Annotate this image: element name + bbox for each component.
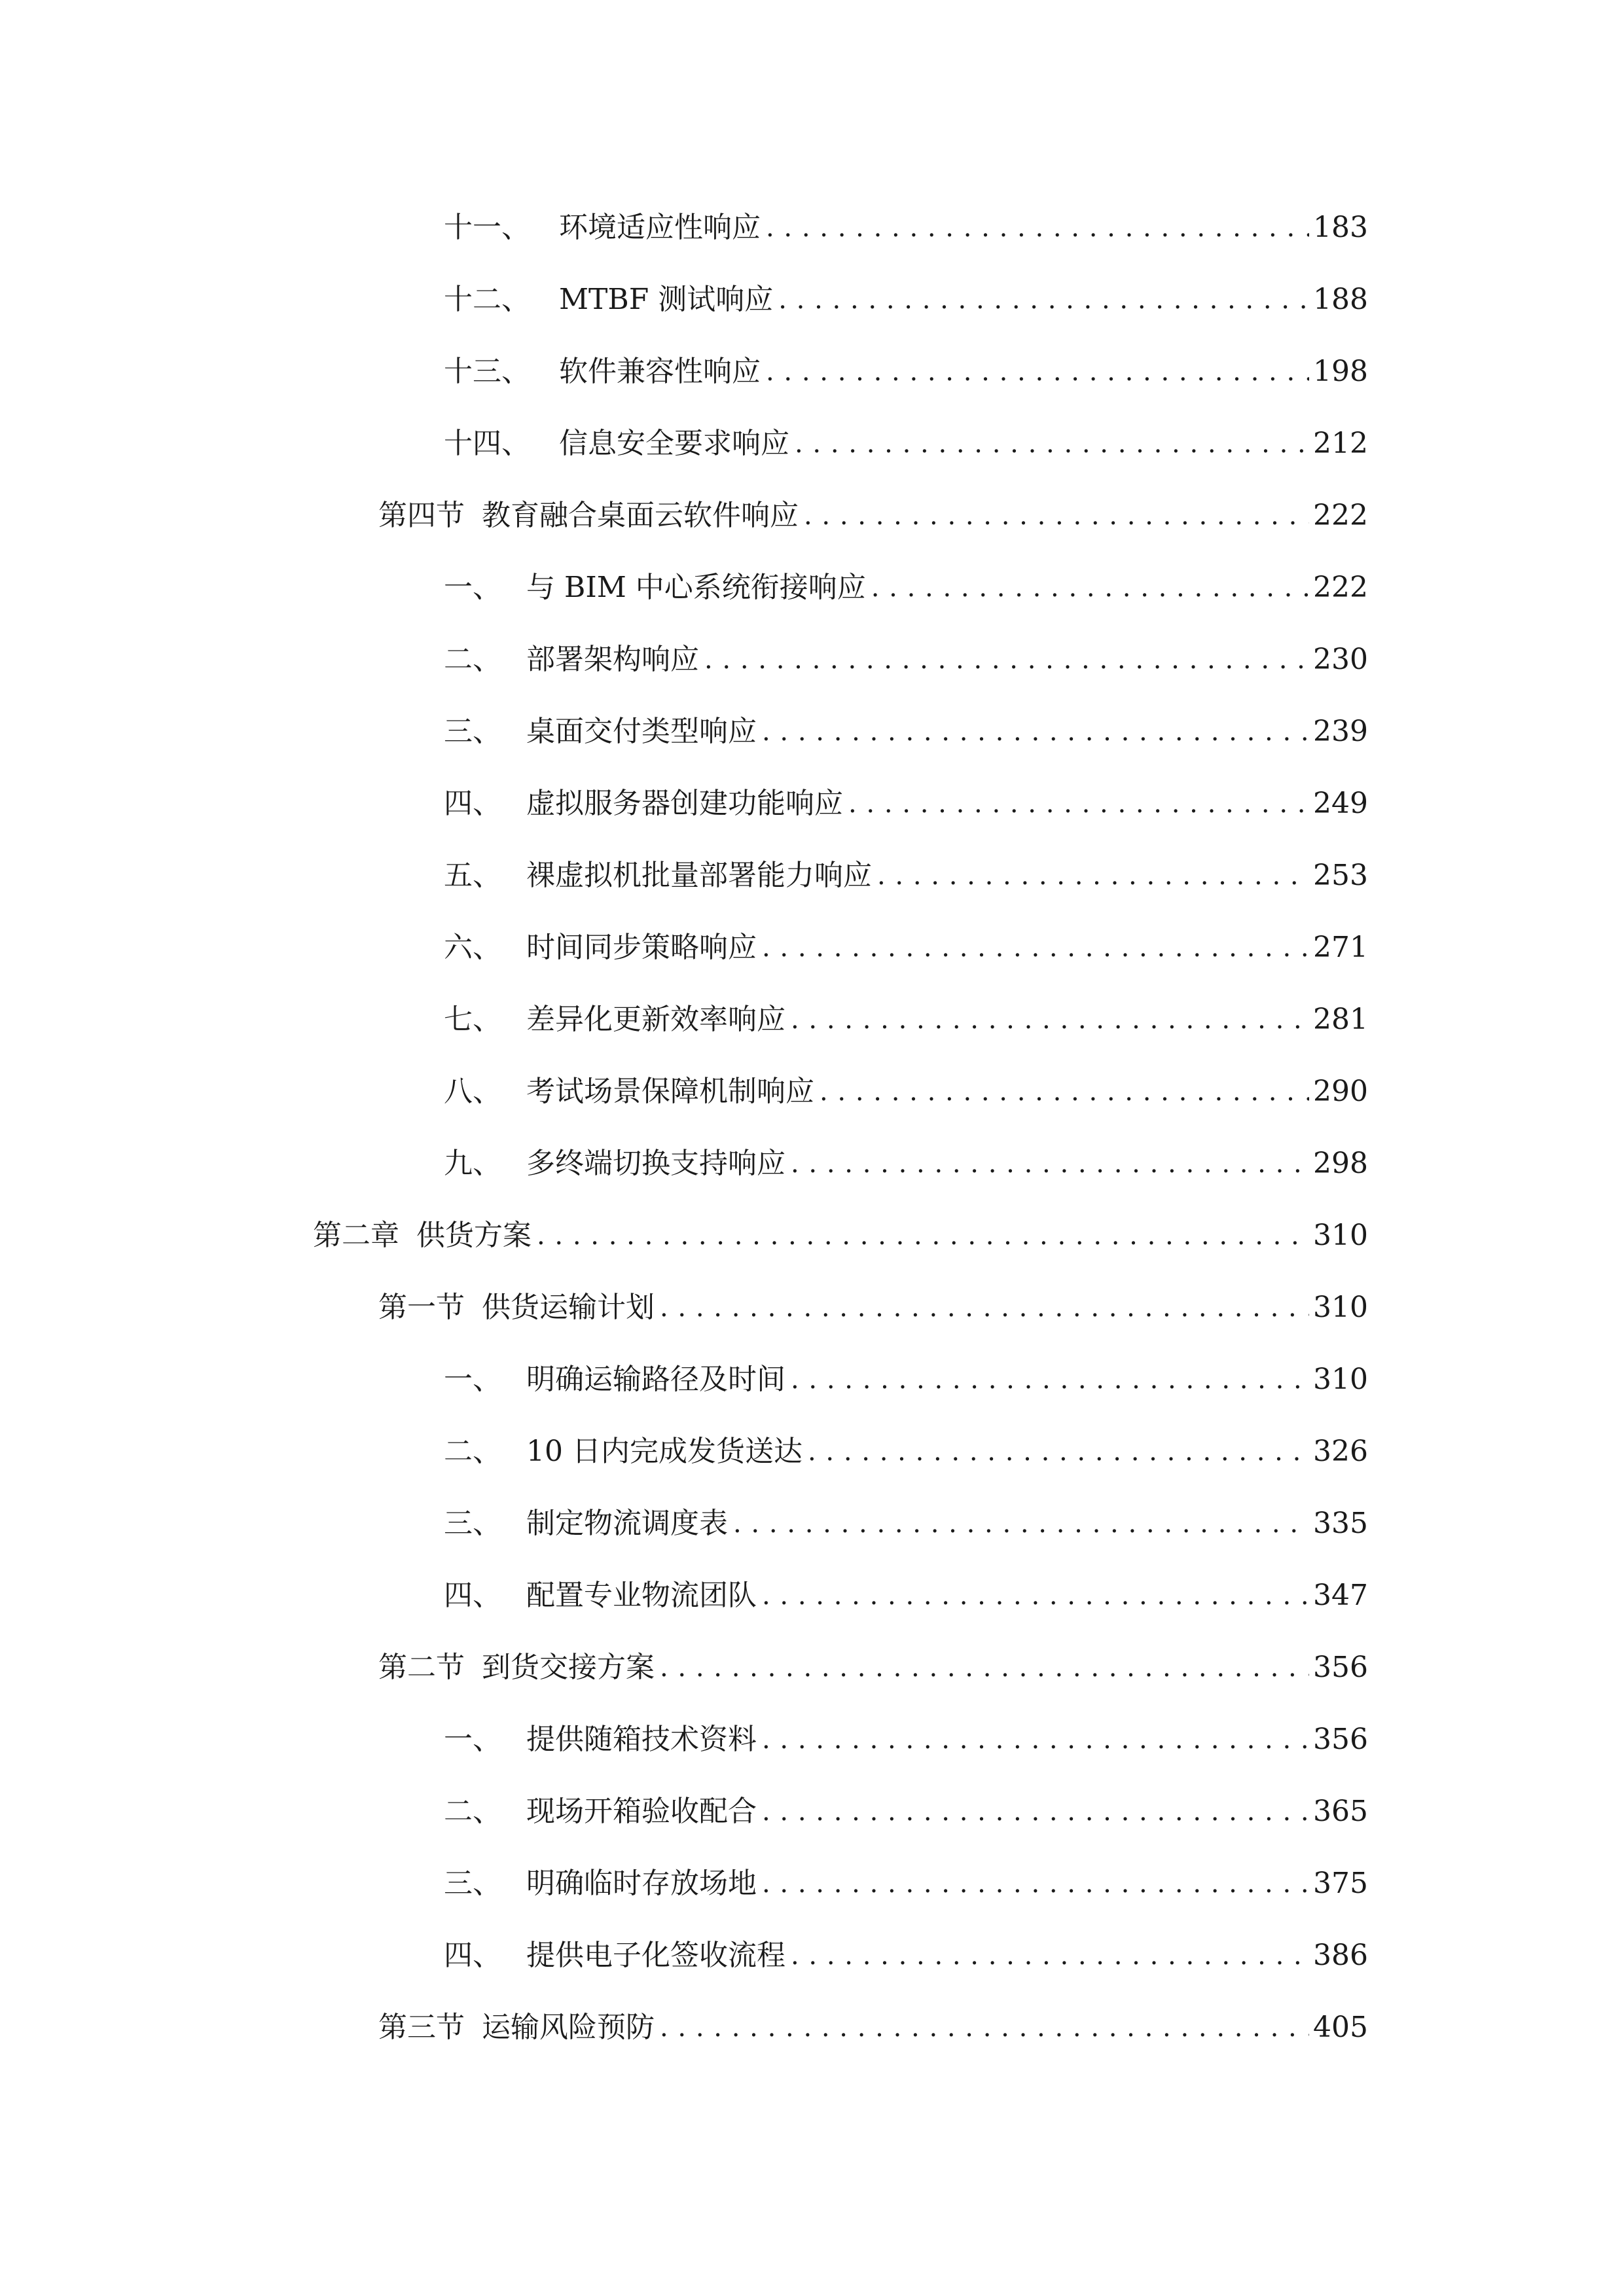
toc-entry-9[interactable] (444, 1141, 1368, 1187)
toc-page-number: 347 (1313, 1579, 1368, 1612)
toc-dot-leader (762, 709, 1309, 755)
toc-entry-title: 教育融合桌面云软件响应 (482, 499, 799, 532)
toc-dot-leader (766, 349, 1309, 395)
toc-page-number: 281 (1313, 1003, 1368, 1036)
toc-entry-title: 运输风险预防 (482, 2011, 655, 2044)
toc-entry-title: 信息安全要求响应 (559, 427, 789, 460)
toc-entry-title: 裸虚拟机批量部署能力响应 (526, 859, 872, 892)
toc-page-number: 326 (1313, 1435, 1368, 1468)
toc-entry-number: 九、 (444, 1147, 501, 1180)
toc-entry-number: 六、 (444, 931, 501, 964)
toc-entry-number: 三、 (444, 715, 501, 748)
toc-page-number: 310 (1313, 1219, 1368, 1252)
toc-page-number: 183 (1313, 211, 1368, 244)
toc-page-number: 310 (1313, 1363, 1368, 1396)
toc-entry-title: MTBF 测试响应 (559, 283, 774, 316)
toc-dot-leader (848, 781, 1309, 827)
toc-entry-1[interactable] (444, 1717, 1368, 1763)
toc-entry-title: 多终端切换支持响应 (526, 1147, 785, 1180)
toc-entry-title: 桌面交付类型响应 (526, 715, 757, 748)
toc-dot-leader (877, 853, 1309, 899)
toc-entry-title: 供货方案 (416, 1219, 532, 1252)
toc-page-number: 310 (1313, 1291, 1368, 1324)
toc-page-number: 222 (1313, 571, 1368, 604)
toc-dot-leader (795, 421, 1309, 467)
toc-entry-number: 十四、 (444, 427, 530, 460)
toc-dot-leader (762, 1573, 1309, 1619)
toc-page-number: 188 (1313, 283, 1368, 316)
toc-dot-leader (808, 1429, 1309, 1475)
toc-entry-4[interactable] (444, 1933, 1368, 1979)
toc-entry-title: 与 BIM 中心系统衔接响应 (526, 571, 866, 604)
toc-entry-number: 七、 (444, 1003, 501, 1036)
toc-dot-leader (871, 565, 1309, 611)
toc-entry-title: 时间同步策略响应 (526, 931, 757, 964)
toc-dot-leader (791, 1141, 1309, 1187)
toc-dot-leader (791, 1357, 1309, 1403)
toc-entry-number: 三、 (444, 1867, 501, 1900)
toc-entry-title: 环境适应性响应 (559, 211, 761, 244)
toc-entry-5[interactable] (444, 853, 1368, 899)
toc-page-number: 365 (1313, 1795, 1368, 1828)
toc-entry-title: 软件兼容性响应 (559, 355, 761, 388)
toc-entry-title: 明确临时存放场地 (526, 1867, 757, 1900)
toc-entry-title: 提供随箱技术资料 (526, 1723, 757, 1756)
toc-entry-number: 四、 (444, 1939, 501, 1972)
toc-entry-number: 三、 (444, 1507, 501, 1540)
toc-entry-number: 二、 (444, 643, 501, 676)
toc-entry-8[interactable] (444, 1069, 1368, 1115)
toc-page-number: 230 (1313, 643, 1368, 676)
toc-dot-leader (537, 1213, 1309, 1259)
toc-entry-number: 十一、 (444, 211, 530, 244)
toc-entry-14[interactable] (444, 421, 1368, 467)
toc-page-number: 253 (1313, 859, 1368, 892)
toc-entry-11[interactable] (444, 205, 1368, 251)
toc-page-number: 298 (1313, 1147, 1368, 1180)
toc-entry-title: 到货交接方案 (482, 1651, 655, 1684)
toc-entry-number: 第四节 (378, 499, 465, 532)
toc-page-number: 375 (1313, 1867, 1368, 1900)
toc-entry-title: 配置专业物流团队 (526, 1579, 757, 1612)
toc-entry-title: 提供电子化签收流程 (526, 1939, 785, 1972)
toc-entry-1[interactable] (444, 1357, 1368, 1403)
toc-entry-number: 第三节 (378, 2011, 465, 2044)
toc-dot-leader (791, 1933, 1309, 1979)
toc-section-2[interactable] (378, 1645, 1368, 1691)
toc-page-number: 222 (1313, 499, 1368, 532)
toc-entry-title: 考试场景保障机制响应 (526, 1075, 814, 1108)
toc-dot-leader (660, 2005, 1309, 2051)
toc-entry-number: 四、 (444, 1579, 501, 1612)
toc-entry-number: 二、 (444, 1435, 501, 1468)
toc-page-number: 249 (1313, 787, 1368, 820)
toc-dot-leader (733, 1501, 1309, 1547)
toc-entry-4[interactable] (444, 1573, 1368, 1619)
toc-page-number: 212 (1313, 427, 1368, 460)
toc-dot-leader (762, 1861, 1309, 1907)
toc-dot-leader (762, 925, 1309, 971)
toc-page-number: 386 (1313, 1939, 1368, 1972)
toc-dot-leader (791, 997, 1309, 1043)
toc-entry-3[interactable] (444, 1861, 1368, 1907)
toc-entry-title: 部署架构响应 (526, 643, 699, 676)
toc-entry-6[interactable] (444, 925, 1368, 971)
toc-dot-leader (766, 205, 1309, 251)
toc-page-number: 356 (1313, 1651, 1368, 1684)
toc-entry-2[interactable] (444, 637, 1368, 683)
toc-dot-leader (778, 277, 1309, 323)
toc-chapter-2[interactable] (313, 1213, 1368, 1259)
toc-page-number: 271 (1313, 931, 1368, 964)
toc-entry-number: 十三、 (444, 355, 530, 388)
toc-entry-title: 制定物流调度表 (526, 1507, 728, 1540)
toc-page-number: 290 (1313, 1075, 1368, 1108)
toc-entry-1[interactable] (444, 565, 1368, 611)
toc-entry-7[interactable] (444, 997, 1368, 1043)
toc-entry-number: 八、 (444, 1075, 501, 1108)
toc-entry-number: 第二章 (313, 1219, 399, 1252)
toc-entry-3[interactable] (444, 709, 1368, 755)
toc-entry-number: 二、 (444, 1795, 501, 1828)
toc-entry-number: 五、 (444, 859, 501, 892)
toc-entry-4[interactable] (444, 781, 1368, 827)
toc-dot-leader (660, 1285, 1309, 1331)
toc-dot-leader (704, 637, 1309, 683)
toc-entry-3[interactable] (444, 1501, 1368, 1547)
toc-dot-leader (820, 1069, 1309, 1115)
toc-entry-2[interactable] (444, 1789, 1368, 1835)
toc-entry-12[interactable] (444, 277, 1368, 323)
toc-entry-title: 现场开箱验收配合 (526, 1795, 757, 1828)
toc-section-3[interactable] (378, 2005, 1368, 2051)
toc-section-4[interactable] (378, 493, 1368, 539)
toc-page-number: 198 (1313, 355, 1368, 388)
toc-page-number: 405 (1313, 2011, 1368, 2044)
toc-entry-number: 一、 (444, 1363, 501, 1396)
toc-dot-leader (762, 1789, 1309, 1835)
toc-entry-13[interactable] (444, 349, 1368, 395)
toc-entry-number: 一、 (444, 571, 501, 604)
toc-entry-number: 一、 (444, 1723, 501, 1756)
toc-entry-2[interactable] (444, 1429, 1368, 1475)
toc-dot-leader (762, 1717, 1309, 1763)
toc-page-number: 335 (1313, 1507, 1368, 1540)
toc-entry-title: 供货运输计划 (482, 1291, 655, 1324)
toc-dot-leader (804, 493, 1309, 539)
toc-page-number: 239 (1313, 715, 1368, 748)
toc-page-number: 356 (1313, 1723, 1368, 1756)
toc-entry-title: 10 日内完成发货送达 (526, 1435, 803, 1468)
toc-section-1[interactable] (378, 1285, 1368, 1331)
toc-entry-number: 四、 (444, 787, 501, 820)
toc-dot-leader (660, 1645, 1309, 1691)
toc-entry-title: 明确运输路径及时间 (526, 1363, 785, 1396)
toc-entry-number: 十二、 (444, 283, 530, 316)
toc-entry-number: 第二节 (378, 1651, 465, 1684)
toc-entry-number: 第一节 (378, 1291, 465, 1324)
toc-entry-title: 虚拟服务器创建功能响应 (526, 787, 843, 820)
toc-entry-title: 差异化更新效率响应 (526, 1003, 785, 1036)
